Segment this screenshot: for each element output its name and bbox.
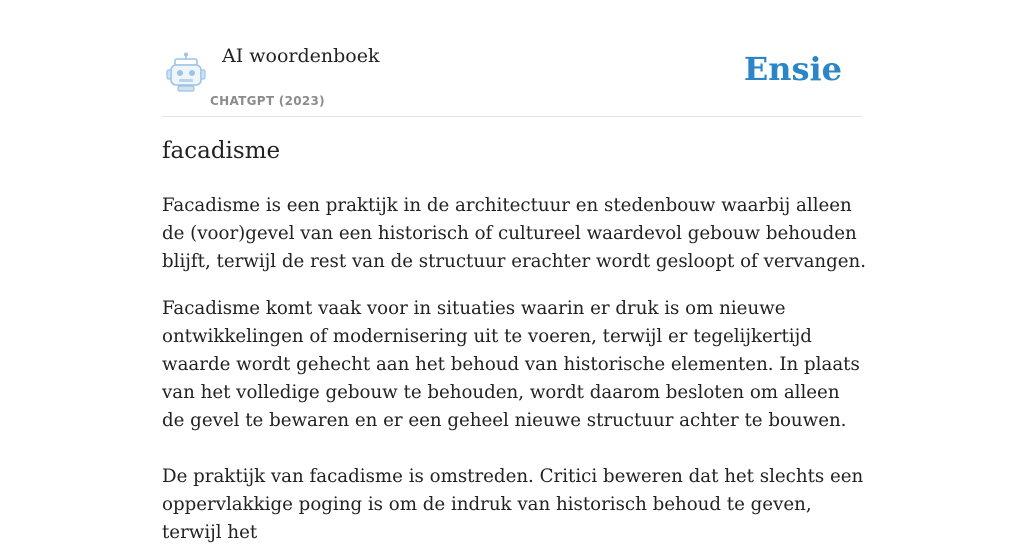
paragraph-3: De praktijk van facadisme is omstreden. Critici beweren dat het slechts een oppervlakkige poging is om de indruk van historisch behoud te geven, terwijl het	[162, 466, 864, 543]
entry-term: facadisme	[162, 138, 281, 164]
ensie-logo-link[interactable]: Ensie	[743, 50, 842, 88]
paragraph-2: Facadisme komt vaak voor in situaties waarin er druk is om nieuwe ontwikkelingen of modernisering uit te voeren, terwijl er tegelijkertijd waarde wordt gehecht aan het behoud van historische elementen. In plaats van het volledige gebouw te behouden, wordt daarom besloten om alleen de gevel te bewaren en er een geheel nieuwe structuur achter te bouwen.	[162, 298, 860, 431]
robot-icon	[166, 52, 206, 92]
source-subtitle: CHATGPT (2023)	[210, 94, 325, 108]
source-header	[162, 40, 862, 117]
paragraph-1: Facadisme is een praktijk in de architectuur en stedenbouw waarbij alleen de (voor)gevel van een historisch of cultureel waardevol gebouw behouden blijft, terwijl de rest van de structuur erachter wordt gesloopt of vervangen.	[162, 195, 867, 272]
source-title: AI woordenboek	[222, 45, 380, 67]
entry-body	[162, 192, 867, 547]
